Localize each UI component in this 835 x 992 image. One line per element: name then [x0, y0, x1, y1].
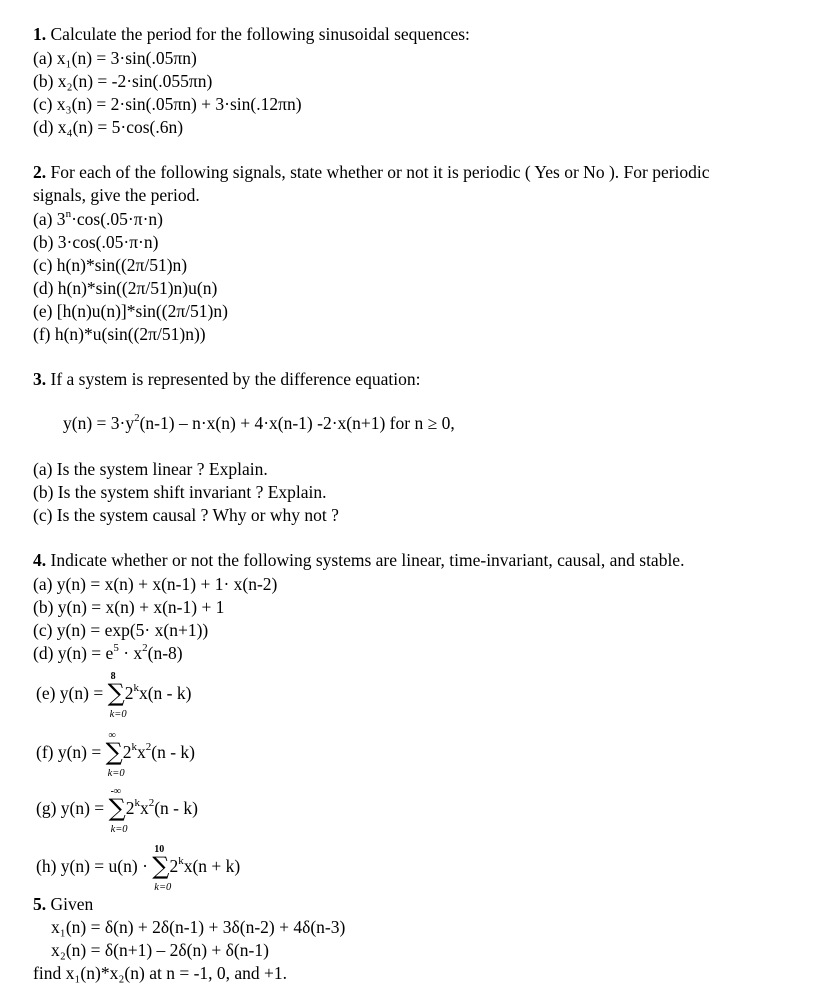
q1-item-c: (c) x₃(n) = 2·sin(.05πn) + 3·sin(.12πn): [33, 94, 302, 114]
q4-item-f-coef: 2: [122, 742, 132, 762]
q4-item-a: (a) y(n) = x(n) + x(n-1) + 1· x(n-2): [33, 574, 278, 594]
q4-item-e-lhs: (e) y(n) =: [36, 683, 108, 703]
summation-icon: ∑: [108, 794, 126, 822]
q4-item-d-rest: (n-8): [147, 643, 183, 663]
q4-item-f-lower-limit: k=0: [107, 768, 125, 779]
q2-heading-line-2: signals, give the period.: [33, 185, 200, 205]
q4-item-b: (b) y(n) = x(n) + x(n-1) + 1: [33, 597, 225, 617]
q3-equation-rest: (n-1) – n·x(n) + 4·x(n-1) -2·x(n+1) for n ≥ 0,: [139, 413, 455, 433]
q4-item-d-exp2: 2: [142, 642, 148, 655]
q3-heading: [33, 368, 420, 390]
q4-item-h-term: x(n + k): [183, 856, 241, 876]
q5-heading: [33, 893, 93, 915]
q4-item-e-upper-limit: 8: [110, 671, 116, 682]
summation-icon: ∑: [105, 738, 123, 766]
q4-heading-text: Indicate whether or not the following systems are linear, time-invariant, causal, and stable.: [50, 550, 685, 570]
q5-line-x1: x₁(n) = δ(n) + 2δ(n-1) + 3δ(n-2) + 4δ(n-3): [51, 917, 346, 937]
q4-item-g-term: x: [139, 798, 149, 818]
q4-item-d-mid: · x: [118, 643, 143, 663]
q4-item-f-exp2: 2: [145, 741, 152, 754]
summation-icon: ∑: [152, 852, 170, 880]
q5-heading-text: Given: [50, 894, 94, 914]
q2-heading-line-1: [33, 161, 710, 183]
q4-item-g-exp1: k: [134, 797, 140, 810]
q2-item-d: (d) h(n)*sin((2π/51)n)u(n): [33, 278, 218, 298]
q4-item-g-upper-limit: -∞: [110, 786, 122, 797]
q4-item-g-exp2: 2: [148, 797, 155, 810]
q5-number: 5.: [33, 894, 47, 914]
q4-item-g-lower-limit: k=0: [110, 824, 128, 835]
q2-item-c: (c) h(n)*sin((2π/51)n): [33, 255, 188, 275]
q4-item-h-upper-limit: 10: [154, 844, 165, 855]
q4-item-c: (c) y(n) = exp(5· x(n+1)): [33, 620, 209, 640]
q4-item-h: [36, 844, 241, 893]
q3-heading-text: If a system is represented by the difference equation:: [50, 369, 421, 389]
q1-number: 1.: [33, 24, 47, 44]
q2-item-f: (f) h(n)*u(sin((2π/51)n)): [33, 324, 206, 344]
q2-item-a: [33, 208, 163, 230]
q4-item-f-exp1: k: [131, 741, 138, 754]
q2-item-a-base: (a) 3: [33, 209, 66, 229]
q4-item-e: [36, 671, 192, 720]
q3-item-a: (a) Is the system linear ? Explain.: [33, 459, 268, 479]
q4-item-f-term: x: [137, 742, 146, 762]
q1-heading-text: Calculate the period for the following sinusoidal sequences:: [50, 24, 470, 44]
q1-item-d: (d) x₄(n) = 5·cos(.6n): [33, 117, 184, 137]
q3-item-c: (c) Is the system causal ? Why or why not ?: [33, 505, 339, 525]
q2-item-a-rest: ·cos(.05·π·n): [71, 209, 163, 229]
q3-equation: [63, 412, 455, 434]
q4-item-d-exp1: 5: [113, 642, 119, 655]
q3-item-b: (b) Is the system shift invariant ? Explain.: [33, 482, 327, 502]
q4-item-e-coef: 2: [124, 683, 134, 703]
q1-item-b: (b) x₂(n) = -2·sin(.055πn): [33, 71, 213, 91]
q4-item-d-base: (d) y(n) = e: [33, 643, 114, 663]
q3-number: 3.: [33, 369, 47, 389]
q3-equation-exponent: 2: [134, 412, 140, 425]
q4-item-f-upper-limit: ∞: [108, 730, 116, 741]
q4-item-f-lhs: (f) y(n) =: [36, 742, 106, 762]
q4-item-d: [33, 642, 183, 664]
q4-item-f: [36, 730, 196, 779]
q4-item-h-coef: 2: [169, 856, 179, 876]
q4-item-f-arg: (n - k): [151, 742, 196, 762]
q4-item-h-lhs: (h) y(n) = u(n) ·: [36, 856, 153, 876]
q4-number: 4.: [33, 550, 47, 570]
q4-item-e-exp: k: [133, 682, 139, 695]
summation-icon: ∑: [107, 679, 125, 707]
q4-item-e-term: x(n - k): [138, 683, 192, 703]
q5-line-x2: x₂(n) = δ(n+1) – 2δ(n) + δ(n-1): [51, 940, 269, 960]
q4-item-h-exp: k: [178, 855, 184, 868]
q4-heading: [33, 549, 684, 571]
q1-item-a: (a) x₁(n) = 3·sin(.05πn): [33, 48, 197, 68]
q1-heading: [33, 23, 470, 45]
q4-item-h-lower-limit: k=0: [154, 882, 172, 893]
q3-equation-lhs: y(n) = 3·y: [63, 413, 135, 433]
q2-number: 2.: [33, 162, 47, 182]
q2-heading-text-1: For each of the following signals, state whether or not it is periodic ( Yes or No ). For periodic: [50, 162, 710, 182]
q4-item-g-coef: 2: [125, 798, 135, 818]
q2-item-a-exponent: n: [65, 208, 72, 221]
q4-item-g: [36, 786, 198, 835]
q2-item-b: (b) 3·cos(.05·π·n): [33, 232, 159, 252]
q2-item-e: (e) [h(n)u(n)]*sin((2π/51)n): [33, 301, 228, 321]
q4-item-g-arg: (n - k): [154, 798, 198, 818]
q4-item-e-lower-limit: k=0: [109, 709, 127, 720]
q4-item-g-lhs: (g) y(n) =: [36, 798, 109, 818]
q5-line-find: find x₁(n)*x₂(n) at n = -1, 0, and +1.: [33, 963, 288, 983]
